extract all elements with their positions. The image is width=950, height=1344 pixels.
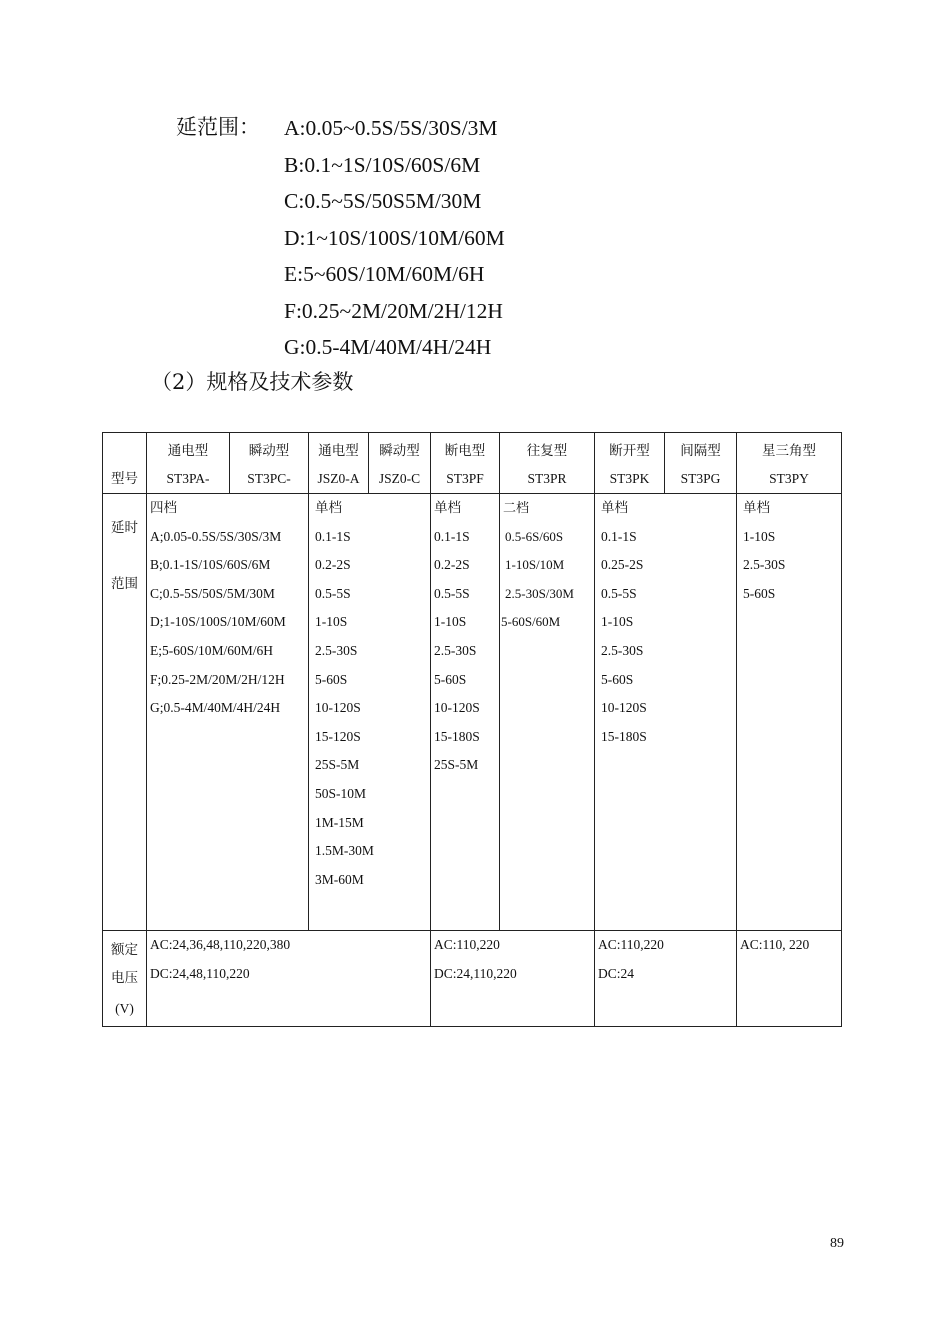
delay-value: 0.2-2S <box>434 557 470 573</box>
range-line-d: D:1~10S/100S/10M/60M <box>284 225 505 250</box>
delay-label-line: 延时 <box>111 520 138 535</box>
delay-value: 0.5-5S <box>315 585 351 601</box>
voltage-group-1 <box>147 931 431 1027</box>
header-type: 往复型 <box>526 443 568 458</box>
delay-value: 10-120S <box>434 700 480 716</box>
header-model: JSZ0-C <box>378 471 421 486</box>
header-jsz0a <box>309 433 369 494</box>
delay-range-label: 延范围： <box>176 115 260 139</box>
delay-value: 5-60S <box>743 585 776 601</box>
range-line-a: A:0.05~0.5S/5S/30S/3M <box>284 116 498 140</box>
delay-value: 0.1-1S <box>434 528 470 544</box>
delay-value: 0.2-2S <box>315 557 351 573</box>
delay-value: 1-10S/10M <box>505 557 565 573</box>
header-type: 瞬动型 <box>248 443 290 458</box>
delay-value: 5-60S/60M <box>501 614 561 630</box>
model-label-cell <box>103 433 147 494</box>
model-label: 型号 <box>111 471 138 486</box>
voltage-value: DC:24 <box>598 965 635 981</box>
header-model: ST3PY <box>769 471 809 486</box>
voltage-value: AC:110, 220 <box>740 937 810 952</box>
header-model: ST3PR <box>527 471 567 486</box>
delay-value: 10-120S <box>601 700 647 716</box>
delay-value: F;0.25-2M/20M/2H/12H <box>150 671 285 687</box>
header-type: 瞬动型 <box>379 443 420 458</box>
header-model: ST3PA- <box>166 471 210 486</box>
delay-value: 5-60S <box>315 671 348 687</box>
header-type: 通电型 <box>318 443 359 458</box>
delay-st3pa <box>147 494 309 931</box>
header-st3py <box>737 433 842 494</box>
delay-value: 单档 <box>315 500 342 515</box>
delay-range-list <box>284 110 505 366</box>
voltage-value: DC:24,110,220 <box>434 965 517 981</box>
delay-value: 0.25-2S <box>601 557 644 573</box>
delay-value: 15-120S <box>315 728 361 744</box>
header-jsz0c <box>369 433 431 494</box>
delay-value: 1.5M-30M <box>315 843 374 859</box>
header-model: ST3PF <box>446 471 484 486</box>
header-row <box>103 433 842 494</box>
range-line-c: C:0.5~5S/50S5M/30M <box>284 189 482 213</box>
voltage-label-line: 额定 <box>111 942 138 957</box>
delay-range-row <box>103 494 842 931</box>
delay-value: 单档 <box>743 500 770 515</box>
delay-value: E;5-60S/10M/60M/6H <box>150 642 274 658</box>
header-st3pa <box>147 433 230 494</box>
voltage-label-line: (V) <box>115 1001 134 1016</box>
delay-value: 0.5-5S <box>434 585 470 601</box>
spec-table <box>102 432 842 1027</box>
header-st3pf <box>431 433 500 494</box>
delay-value: G;0.5-4M/40M/4H/24H <box>150 700 281 716</box>
range-line-g: G:0.5-4M/40M/4H/24H <box>284 335 492 359</box>
delay-value: 单档 <box>434 500 461 515</box>
delay-value: 0.1-1S <box>315 528 351 544</box>
voltage-label-line: 电压 <box>111 970 138 985</box>
header-type: 断开型 <box>609 443 650 458</box>
delay-value: C;0.5-5S/50S/5M/30M <box>150 585 275 601</box>
voltage-value: DC:24,48,110,220 <box>150 965 250 981</box>
range-line-e: E:5~60S/10M/60M/6H <box>284 262 485 286</box>
delay-value: 2.5-30S <box>434 642 477 658</box>
delay-value: 0.5-6S/60S <box>505 528 564 544</box>
delay-value: 50S-10M <box>315 785 367 801</box>
voltage-label-cell <box>103 931 147 1027</box>
delay-value: 3M-60M <box>315 871 364 887</box>
header-st3pg <box>665 433 737 494</box>
delay-value: 1-10S <box>743 528 776 544</box>
delay-value: 15-180S <box>601 728 647 744</box>
page-number: 89 <box>830 1236 844 1251</box>
voltage-group-3 <box>595 931 737 1027</box>
delay-value: 2.5-30S/30M <box>505 585 574 601</box>
header-model: ST3PC- <box>247 471 291 486</box>
delay-value: 2.5-30S <box>743 557 786 573</box>
delay-value: A;0.05-0.5S/5S/30S/3M <box>150 528 282 544</box>
delay-st3pr <box>500 494 595 931</box>
range-line-b: B:0.1~1S/10S/60S/6M <box>284 152 481 177</box>
voltage-group-4 <box>737 931 842 1027</box>
delay-value: 四档 <box>150 500 177 515</box>
delay-st3pk-st3pg <box>595 494 737 931</box>
delay-value: D;1-10S/100S/10M/60M <box>150 614 286 630</box>
delay-value: 1-10S <box>315 614 348 630</box>
voltage-value: AC:110,220 <box>434 937 500 952</box>
header-type: 星三角型 <box>762 443 816 458</box>
delay-value: 二档 <box>503 500 530 515</box>
delay-value: 1M-15M <box>315 814 364 830</box>
delay-st3py <box>737 494 842 931</box>
delay-value: 10-120S <box>315 700 361 716</box>
header-type: 断电型 <box>444 443 486 458</box>
voltage-row <box>103 931 842 1027</box>
delay-value: 2.5-30S <box>601 642 644 658</box>
delay-value: 5-60S <box>601 671 634 687</box>
delay-value: 25S-5M <box>315 757 360 773</box>
delay-label-cell <box>103 494 147 931</box>
range-line-f: F:0.25~2M/20M/2H/12H <box>284 298 503 323</box>
delay-value: 0.5-5S <box>601 585 637 601</box>
delay-value: 2.5-30S <box>315 642 358 658</box>
header-st3pk <box>595 433 665 494</box>
header-model: JSZ0-A <box>317 471 360 486</box>
delay-value: 15-180S <box>434 728 480 744</box>
delay-value: 1-10S <box>434 614 467 630</box>
header-type: 通电型 <box>167 443 209 458</box>
voltage-value: AC:110,220 <box>598 937 664 952</box>
header-model: ST3PK <box>609 471 650 486</box>
delay-st3pf <box>431 494 500 931</box>
header-st3pr <box>500 433 595 494</box>
header-model: ST3PG <box>680 471 721 486</box>
delay-value: B;0.1-1S/10S/60S/6M <box>150 557 271 573</box>
section-title: （2）规格及技术参数 <box>151 370 354 394</box>
delay-value: 5-60S <box>434 671 467 687</box>
delay-value: 25S-5M <box>434 757 479 773</box>
voltage-value: AC:24,36,48,110,220,380 <box>150 937 291 952</box>
delay-jsz0 <box>309 494 431 931</box>
header-type: 间隔型 <box>680 443 721 458</box>
voltage-group-2 <box>431 931 595 1027</box>
delay-value: 0.1-1S <box>601 528 637 544</box>
delay-value: 单档 <box>601 500 628 515</box>
delay-value: 1-10S <box>601 614 634 630</box>
delay-label-line: 范围 <box>111 576 138 591</box>
header-st3pc <box>230 433 309 494</box>
